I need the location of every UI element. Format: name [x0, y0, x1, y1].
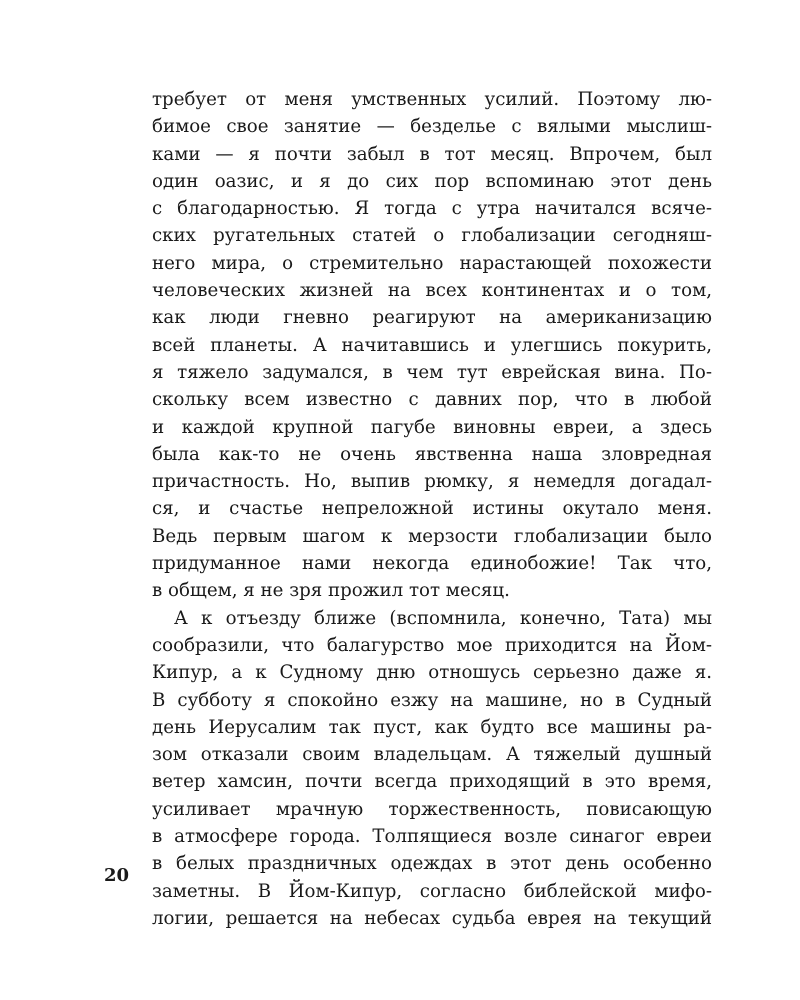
- page-number: 20: [104, 865, 130, 886]
- text-line: логии, решается на небесах судьба еврея на текущий: [152, 907, 712, 929]
- text-line: ся, и счастье непреложной истины окутало меня.: [152, 498, 712, 520]
- text-line: ветер хамсин, почти всегда приходящий в это время,: [152, 771, 712, 793]
- text-line: в белых праздничных одеждах в этот день особенно: [152, 853, 712, 875]
- text-line: зом отказали своим владельцам. А тяжелый душный: [152, 744, 712, 766]
- text-line: и каждой крупной пагубе виновны евреи, а здесь: [152, 416, 712, 438]
- text-line: всей планеты. А начитавшись и улегшись покурить,: [152, 334, 712, 356]
- text-line: придуманное нами некогда единобожие! Так что,: [152, 553, 712, 575]
- text-line: усиливает мрачную торжественность, повисающую: [152, 798, 712, 820]
- body-text: [152, 86, 712, 932]
- text-line: него мира, о стремительно нарастающей похожести: [152, 252, 712, 274]
- text-line: как люди гневно реагируют на американизацию: [152, 307, 712, 329]
- text-line: Ведь первым шагом к мерзости глобализации было: [152, 525, 712, 547]
- text-line: причастность. Но, выпив рюмку, я немедля догадал-: [152, 471, 712, 493]
- text-line: бимое свое занятие — безделье с вялыми мыслиш-: [152, 116, 712, 138]
- text-line: человеческих жизней на всех континентах и о том,: [152, 280, 712, 302]
- text-line: с благодарностью. Я тогда с утра начитался всяче-: [152, 198, 712, 220]
- text-line: заметны. В Йом-Кипур, согласно библейской мифо-: [152, 880, 712, 902]
- text-line: ками — я почти забыл в тот месяц. Впрочем, был: [152, 143, 712, 165]
- text-line: В субботу я спокойно езжу на машине, но в Судный: [152, 689, 712, 711]
- text-line: в атмосфере города. Толпящиеся возле синагог евреи: [152, 826, 712, 848]
- text-line: А к отъезду ближе (вспомнила, конечно, Тата) мы: [174, 607, 712, 629]
- text-line: в общем, я не зря прожил тот месяц.: [152, 580, 510, 602]
- text-line: Кипур, а к Судному дню отношусь серьезно даже я.: [152, 662, 712, 684]
- text-line: сообразили, что балагурство мое приходится на Йом-: [152, 634, 712, 656]
- text-line: я тяжело задумался, в чем тут еврейская вина. По-: [152, 361, 712, 383]
- text-line: была как-то не очень явственна наша зловредная: [152, 443, 712, 465]
- text-line: скольку всем известно с давних пор, что в любой: [152, 389, 712, 411]
- text-line: ских ругательных статей о глобализации сегодняш-: [152, 225, 712, 247]
- text-line: требует от меня умственных усилий. Поэтому лю-: [152, 89, 712, 110]
- text-line: один оазис, и я до сих пор вспоминаю этот день: [152, 170, 712, 192]
- text-line: день Иерусалим так пуст, как будто все машины ра-: [152, 716, 712, 738]
